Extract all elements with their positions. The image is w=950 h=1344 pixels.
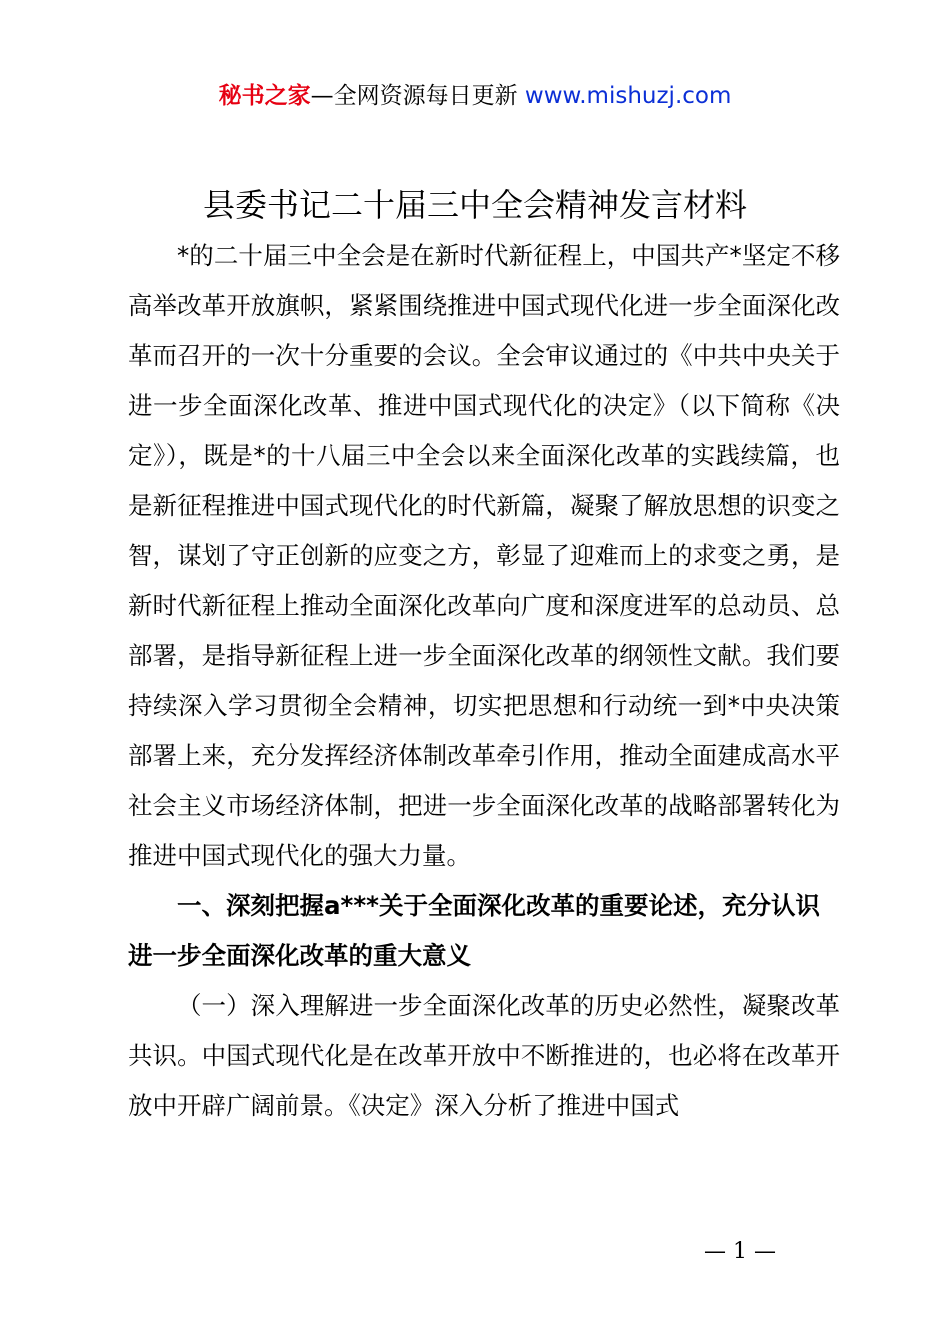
section-heading: 一、深刻把握a***关于全面深化改革的重要论述，充分认识进一步全面深化改革的重大意义 [128, 891, 820, 970]
document-title: 县委书记二十届三中全会精神发言材料 [202, 186, 747, 224]
document-body [128, 231, 840, 1131]
body-paragraph: *的二十届三中全会是在新时代新征程上，中国共产*坚定不移高举改革开放旗帜，紧紧围绕推进中国式现代化进一步全面深化改革而召开的一次十分重要的会议。全会审议通过的《中共中央关于进一步全面深化改革、推进中国式现代化的决定》（以下简称《决定》），既是*的十八届三中全会以来全面深化改革的实践续篇，也是新征程推进中国式现代化的时代新篇，凝聚了解放思想的识变之智，谋划了守正创新的应变之方，彰显了迎难而上的求变之勇，是新时代新征程上推动全面深化改革向广度和深度进军的总动员、总部署，是指导新征程上进一步全面深化改革的纲领性文献。我们要持续深入学习贯彻全会精神，切实把思想和行动统一到*中央决策部署上来，充分发挥经济体制改革牵引作用，推动全面建成高水平社会主义市场经济体制，把进一步全面深化改革的战略部署转化为推进中国式现代化的强大力量。 [128, 241, 840, 870]
body-paragraph: （一）深入理解进一步全面深化改革的历史必然性，凝聚改革共识。中国式现代化是在改革开放中不断推进的，也必将在改革开放中开辟广阔前景。《决定》深入分析了推进中国式 [128, 991, 840, 1120]
brand-name: 秘书之家 [218, 83, 311, 109]
site-header [0, 80, 950, 112]
page-number: — 1 — [704, 1239, 776, 1264]
header-tagline: —全网资源每日更新 [310, 83, 525, 109]
site-url-link[interactable]: www.mishuzj.com [524, 83, 732, 109]
